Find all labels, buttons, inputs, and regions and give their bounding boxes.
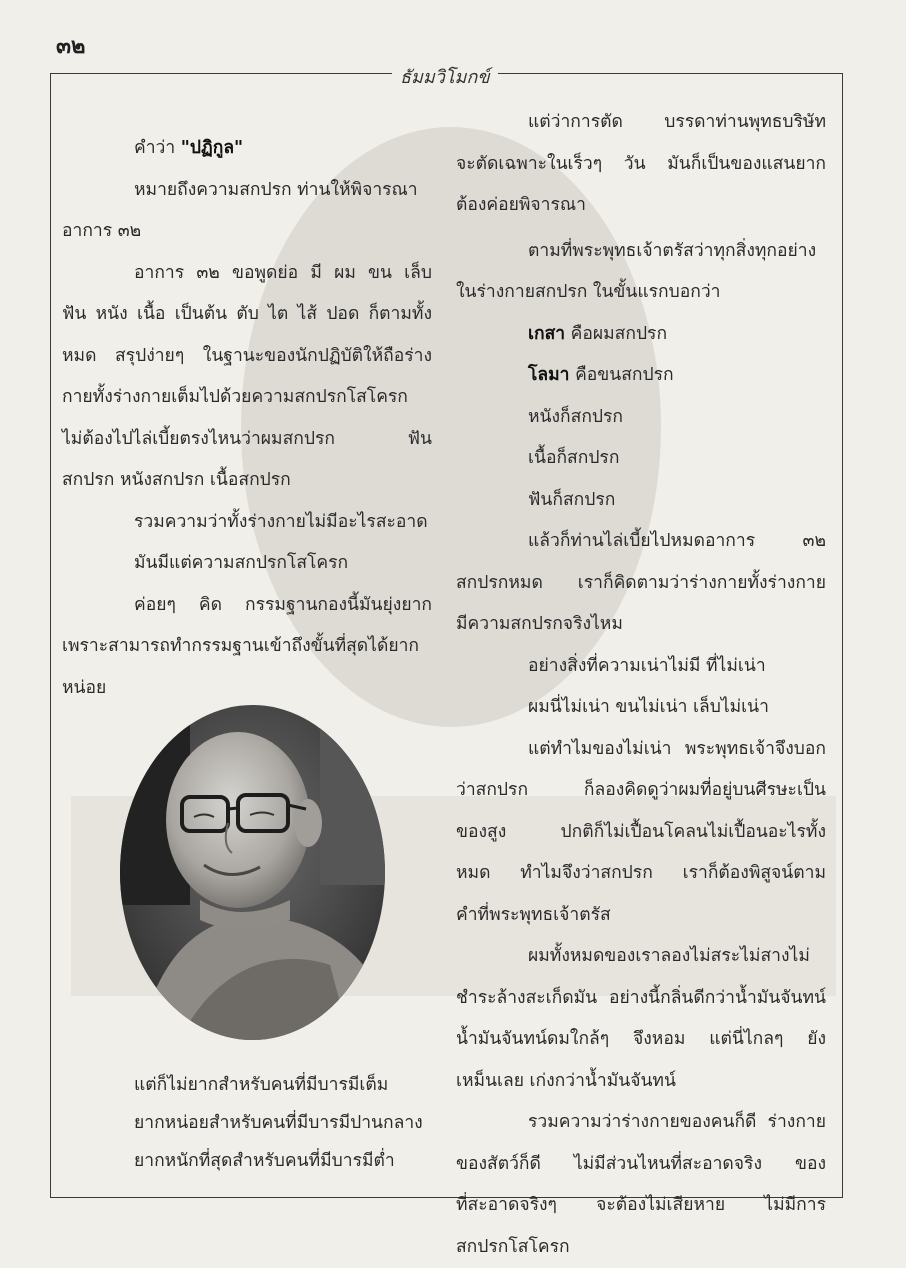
paragraph-line: ผมนี่ไม่เน่า ขนไม่เน่า เล็บไม่เน่า [456, 687, 826, 729]
paragraph-line: หมด ทำไมจึงว่าสกปรก เราก็ต้องพิสูจน์ตาม [456, 853, 826, 895]
list-item: เนื้อก็สกปรก [456, 438, 826, 480]
paragraph-line: หมายถึงความสกปรก ท่านให้พิจารณา [62, 170, 432, 212]
paragraph-line: ที่สะอาดจริงๆ จะต้องไม่เสียหาย ไม่มีการ [456, 1185, 826, 1227]
paragraph-line: ของสูง ปกติก็ไม่เปื้อนโคลนไม่เปื้อนอะไรทั้ง [456, 812, 826, 854]
paragraph-line: แต่ว่าการตัด บรรดาท่านพุทธบริษัท [456, 102, 826, 144]
paragraph-line: ต้องค่อยพิจารณา [456, 185, 826, 227]
kesa-meaning: คือผมสกปรก [565, 324, 667, 344]
paragraph-line: อาการ ๓๒ [62, 211, 432, 253]
left-column [62, 128, 432, 709]
list-item [456, 355, 826, 397]
paragraph-line: มันมีแต่ความสกปรกโสโครก [62, 543, 432, 585]
term-line [62, 128, 432, 170]
right-column [456, 102, 826, 1268]
paragraph-line: รวมความว่าทั้งร่างกายไม่มีอะไรสะอาด [62, 502, 432, 544]
page-number: ๓๒ [56, 28, 86, 63]
monk-photo [120, 705, 385, 1040]
paragraph-line: เหม็นเลย เก่งกว่าน้ำมันจันทน์ [456, 1061, 826, 1103]
paragraph-line: มีความสกปรกจริงไหม [456, 604, 826, 646]
loma-meaning: คือขนสกปรก [570, 365, 674, 385]
paragraph-line: สกปรกโสโครก [456, 1227, 826, 1268]
running-title: ธัมมวิโมกข์ [392, 62, 498, 91]
paragraph-line: ฟัน หนัง เนื้อ เป็นต้น ตับ ไต ไส้ ปอด ก็ตามทั้ง [62, 294, 432, 336]
paragraph-line: คำที่พระพุทธเจ้าตรัส [456, 895, 826, 937]
term-keyword: "ปฏิกูล" [181, 138, 243, 158]
paragraph-line: ไม่ต้องไปไล่เบี้ยตรงไหนว่าผมสกปรก ฟัน [62, 419, 432, 461]
term-prefix: คำว่า [134, 138, 181, 158]
list-item: ฟันก็สกปรก [456, 480, 826, 522]
paragraph-line: เพราะสามารถทำกรรมฐานเข้าถึงขั้นที่สุดได้ยาก [62, 626, 432, 668]
paragraph-line: ของสัตว์ก็ดี ไม่มีส่วนไหนที่สะอาดจริง ของ [456, 1144, 826, 1186]
paragraph-line: ค่อยๆ คิด กรรมฐานกองนี้มันยุ่งยาก [62, 585, 432, 627]
paragraph-line: ว่าสกปรก ก็ลองคิดดูว่าผมที่อยู่บนศีรษะเป็น [456, 770, 826, 812]
paragraph-line: ยากหนักที่สุดสำหรับคนที่มีบารมีต่ำ [62, 1142, 432, 1180]
paragraph-line: อาการ ๓๒ ขอพูดย่อ มี ผม ขน เล็บ [62, 253, 432, 295]
paragraph-line: สกปรก หนังสกปรก เนื้อสกปรก [62, 460, 432, 502]
list-item: หนังก็สกปรก [456, 397, 826, 439]
paragraph-line: แต่ทำไมของไม่เน่า พระพุทธเจ้าจึงบอก [456, 729, 826, 771]
paragraph-line: ยากหน่อยสำหรับคนที่มีบารมีปานกลาง [62, 1104, 432, 1142]
kesa-keyword: เกสา [528, 324, 565, 344]
loma-keyword: โลมา [528, 365, 570, 385]
paragraph-line: กายทั้งร่างกายเต็มไปด้วยความสกปรกโสโครก [62, 377, 432, 419]
paragraph-line: ชำระล้างสะเก็ดมัน อย่างนี้กลิ่นดีกว่าน้ำมันจันทน์ [456, 978, 826, 1020]
paragraph-line: รวมความว่าร่างกายของคนก็ดี ร่างกาย [456, 1102, 826, 1144]
paragraph-line: ตามที่พระพุทธเจ้าตรัสว่าทุกสิ่งทุกอย่าง [456, 231, 826, 273]
paragraph-line: หน่อย [62, 668, 432, 710]
paragraph-line: อย่างสิ่งที่ความเน่าไม่มี ที่ไม่เน่า [456, 646, 826, 688]
paragraph-line: ในร่างกายสกปรก ในขั้นแรกบอกว่า [456, 272, 826, 314]
paragraph-line: หมด สรุปง่ายๆ ในฐานะของนักปฏิบัติให้ถือร่าง [62, 336, 432, 378]
list-item [456, 314, 826, 356]
paragraph-line: น้ำมันจันทน์ดมใกล้ๆ จึงหอม แต่นี่ไกลๆ ยัง [456, 1019, 826, 1061]
paragraph-line: แล้วก็ท่านไล่เบี้ยไปหมดอาการ ๓๒ [456, 521, 826, 563]
paragraph-line: สกปรกหมด เราก็คิดตามว่าร่างกายทั้งร่างกาย [456, 563, 826, 605]
left-bottom-paragraph [62, 1066, 432, 1180]
paragraph-line: ผมทั้งหมดของเราลองไม่สระไม่สางไม่ [456, 936, 826, 978]
paragraph-line: แต่ก็ไม่ยากสำหรับคนที่มีบารมีเต็ม [62, 1066, 432, 1104]
paragraph-line: จะตัดเฉพาะในเร็วๆ วัน มันก็เป็นของแสนยาก [456, 144, 826, 186]
